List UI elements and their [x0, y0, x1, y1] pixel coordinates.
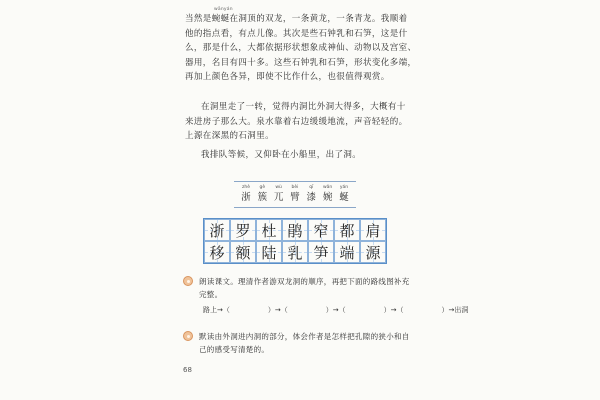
page-number: 68: [183, 366, 192, 374]
word-char: 漆: [306, 192, 317, 203]
route-sep: ）→（: [267, 306, 288, 314]
route-diagram: [203, 305, 468, 315]
exercise-line: 完整。: [199, 290, 223, 299]
word-char: 蜒: [339, 192, 349, 203]
grid-cell: [204, 219, 230, 241]
word-pinyin: qī: [309, 185, 314, 190]
text-line: 来进房子那么大。泉水靠着右边缓缓地流，声音轻轻的。: [185, 116, 408, 127]
grid-char: 移: [209, 243, 225, 262]
word-pinyin: yán: [339, 185, 349, 190]
exercise-line: 默读由外洞进内洞的部分，体会作者是怎样把孔隙的狭小和自: [199, 332, 410, 341]
word-pinyin: bèi: [291, 185, 299, 190]
new-word: [238, 182, 254, 207]
route-end: ）→出洞: [441, 306, 469, 314]
exercise-text: [199, 275, 433, 301]
grid-cell: [360, 241, 386, 263]
exercise-2: [183, 330, 433, 356]
new-words-strip: [234, 181, 356, 208]
grid-char: 端: [339, 243, 355, 262]
route-sep: ）→（: [383, 306, 404, 314]
text-line: 当然是蜿蜒在洞顶的双龙，一条黄龙，一条青龙。我顺着: [185, 14, 408, 24]
exercise-line: 朗读课文。理清作者游双龙洞的顺序，再把下面的路线图补充: [199, 277, 410, 286]
text-line: 他的指点看，有点儿像。其次是些石钟乳和石笋，这是什: [185, 28, 408, 39]
exercise-text: [199, 330, 433, 356]
paragraph-1: [185, 12, 425, 85]
exercise-bullet-icon: [183, 331, 193, 341]
word-pinyin: wù: [275, 185, 282, 190]
grid-char: 肩: [365, 221, 381, 240]
new-word: [254, 182, 270, 207]
route-start: 路上→（: [203, 306, 230, 314]
text-line: 器用，名目有四十多。这些石钟乳和石笋，形状变化多端，: [185, 57, 417, 68]
exercise-1: [183, 275, 433, 301]
text-line: 上源在深黑的石洞里。: [185, 131, 275, 141]
paragraph-2: [185, 100, 425, 144]
pinyin-annotation: wānyán: [214, 7, 233, 12]
grid-char: 窄: [313, 221, 329, 240]
grid-cell: [204, 241, 230, 263]
grid-char: 额: [235, 243, 251, 262]
grid-char: 源: [365, 243, 381, 262]
grid-cell: [282, 241, 308, 263]
text-line: 再加上颜色各异，即使不比作什么，也很值得观赏。: [185, 72, 390, 82]
grid-char: 都: [339, 221, 355, 240]
grid-cell: [308, 241, 334, 263]
word-char: 浙: [241, 192, 251, 203]
grid-cell: [360, 219, 386, 241]
paragraph-3: [185, 148, 425, 163]
word-char: 臂: [290, 192, 300, 203]
grid-char: 乳: [287, 243, 303, 262]
text-line: 在洞里走了一转，觉得内洞比外洞大得多，大概有十: [201, 102, 406, 112]
grid-char: 鹃: [287, 221, 303, 240]
grid-cell: [230, 219, 256, 241]
text-line: 我排队等候，又仰卧在小船里，出了洞。: [201, 150, 362, 160]
grid-cell: [282, 219, 308, 241]
grid-char: 罗: [235, 221, 251, 240]
word-char: 兀: [273, 192, 284, 203]
word-pinyin: gè: [259, 185, 266, 190]
exercise-line: 己的感受写清楚的。: [199, 345, 270, 354]
route-sep: ）→（: [325, 306, 346, 314]
word-char: 簇: [257, 192, 268, 203]
new-word: [287, 182, 303, 207]
new-word: [320, 182, 336, 207]
new-word: [303, 182, 319, 207]
grid-cell: [256, 219, 282, 241]
exercise-bullet-icon: [183, 276, 193, 286]
word-pinyin: wǎn: [322, 185, 333, 190]
new-word: [336, 182, 352, 207]
grid-char: 笋: [313, 243, 329, 262]
grid-char: 浙: [209, 221, 225, 240]
grid-cell: [256, 241, 282, 263]
new-word: [271, 182, 287, 207]
word-char: 婉: [322, 192, 333, 203]
grid-cell: [308, 219, 334, 241]
grid-char: 杜: [261, 221, 277, 240]
grid-char: 陆: [261, 243, 277, 262]
grid-cell: [334, 241, 360, 263]
writing-grid: [203, 218, 387, 264]
word-pinyin: zhè: [242, 185, 250, 190]
grid-cell: [230, 241, 256, 263]
grid-cell: [334, 219, 360, 241]
text-line: 么，那是什么，大都依据形状想象成神仙、动物以及宫室、: [185, 43, 417, 53]
